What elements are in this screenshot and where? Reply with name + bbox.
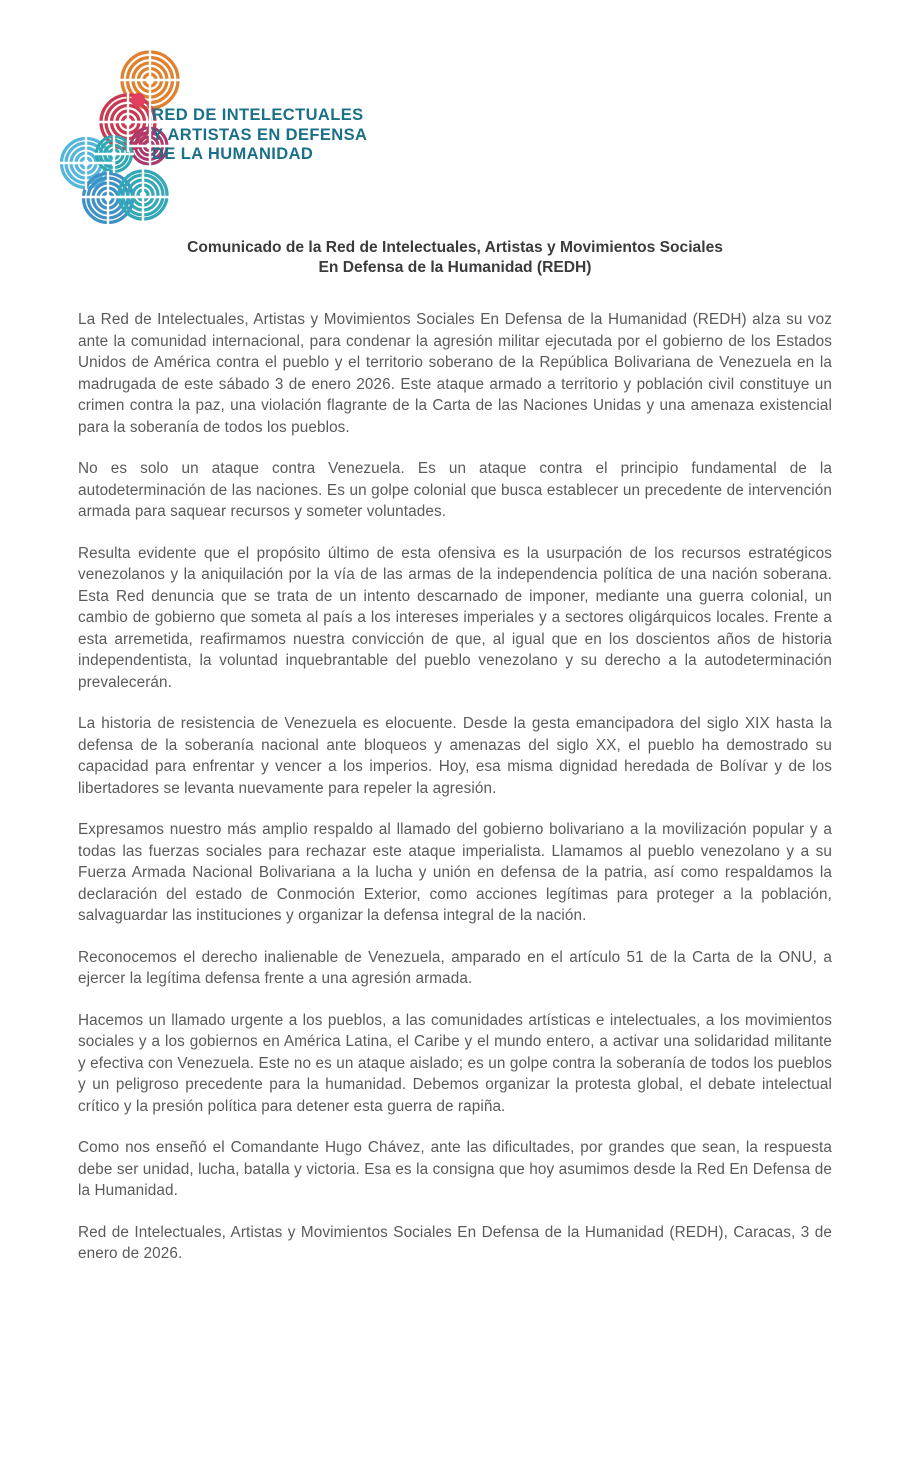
document-title-line1: Comunicado de la Red de Intelectuales, Artistas y Movimientos Sociales — [187, 239, 723, 256]
logo-dot-pink — [131, 93, 145, 107]
paragraph-5: Expresamos nuestro más amplio respaldo al llamado del gobierno bolivariano a la movilización popular y a todas las fuerzas sociales para rechazar este ataque imperialista. Llamamos al pueblo venezolano y a su Fuerza Armada Nacional Bolivariana a la lucha y unión en defensa de la patria, así como respaldamos la declaración del estado de Conmoción Exterior, como acciones legítimas para proteger a la población, salvaguardar las instituciones y organizar la defensa integral de la nación. — [78, 821, 832, 924]
redh-logo-wordmark — [152, 106, 367, 165]
paragraph-1: La Red de Intelectuales, Artistas y Movimientos Sociales En Defensa de la Humanidad (REDH) alza su voz ante la comunidad internacional, para condenar la agresión militar ejecutada por el gobierno de los Estados Unidos de América contra el pueblo y el territorio soberano de la República Bolivariana de Venezuela en la madrugada de este sábado 3 de enero 2026. Este ataque armado a territorio y población civil constituye un crimen contra la paz, una violación flagrante de la Carta de las Naciones Unidas y una amenaza existencial para la soberanía de todos los pueblos. — [78, 311, 832, 436]
paragraph-3: Resulta evidente que el propósito último de esta ofensiva es la usurpación de los recursos estratégicos venezolanos y la aniquilación por la vía de las armas de la independencia política de una nación soberana. Esta Red denuncia que se trata de un intento descarnado de imponer, mediante una guerra colonial, un cambio de gobierno que someta al país a los intereses imperiales y a sectores oligárquicos locales. Frente a esta arremetida, reafirmamos nuestra convicción de que, al igual que en los doscientos años de historia independentista, la voluntad inquebrantable del pueblo venezolano y su derecho a la autodeterminación prevalecerán. — [78, 544, 832, 691]
logo-wordmark-line1: RED DE INTELECTUALES — [152, 106, 364, 124]
logo-wordmark-line2: Y ARTISTAS EN DEFENSA — [152, 125, 368, 144]
paragraph-4: La historia de resistencia de Venezuela es elocuente. Desde la gesta emancipadora del siglo XIX hasta la defensa de la soberanía nacional ante bloqueos y amenazas del siglo XX, el pueblo ha demostrado su capacidad para enfrentar y vencer a los imperios. Hoy, esa misma dignidad heredada de Bolívar y de los libertadores se levanta nuevamente para repeler la agresión. — [78, 715, 832, 797]
document-body — [78, 238, 832, 1285]
redh-logo — [50, 40, 410, 236]
paragraph-2: No es solo un ataque contra Venezuela. Es un ataque contra el principio fundamental de la autodeterminación de las naciones. Es un golpe colonial que busca establecer un precedente de intervención armada para saquear recursos y someter voluntades. — [78, 460, 832, 520]
paragraph-7: Hacemos un llamado urgente a los pueblos, a las comunidades artísticas e intelectuales, a los movimientos sociales y a los gobiernos en América Latina, el Caribe y el mundo entero, a activar una solidaridad militante y efectiva con Venezuela. Este no es un ataque aislado; es un golpe contra la soberanía de todos los pueblos y un peligroso precedente para la humanidad. Debemos organizar la protesta global, el debate intelectual crítico y la presión política para detener esta guerra de rapiña. — [78, 1011, 832, 1115]
paragraph-6: Reconocemos el derecho inalienable de Venezuela, amparado en el artículo 51 de la Carta de la ONU, a ejercer la legítima defensa frente a una agresión armada. — [78, 948, 832, 987]
logo-wordmark-line3: DE LA HUMANIDAD — [152, 145, 314, 164]
paragraph-8: Como nos enseñó el Comandante Hugo Chávez, ante las dificultades, por grandes que sean, la respuesta debe ser unidad, lucha, batalla y victoria. Esa es la consigna que hoy asumimos desde la Red En Defensa de la Humanidad. — [78, 1139, 832, 1199]
document-title-line2: En Defensa de la Humanidad (REDH) — [318, 259, 592, 276]
document-title — [78, 238, 832, 278]
paragraph-signature: Red de Intelectuales, Artistas y Movimientos Sociales En Defensa de la Humanidad (REDH), Caracas, 3 de enero de 2026. — [78, 1223, 832, 1262]
